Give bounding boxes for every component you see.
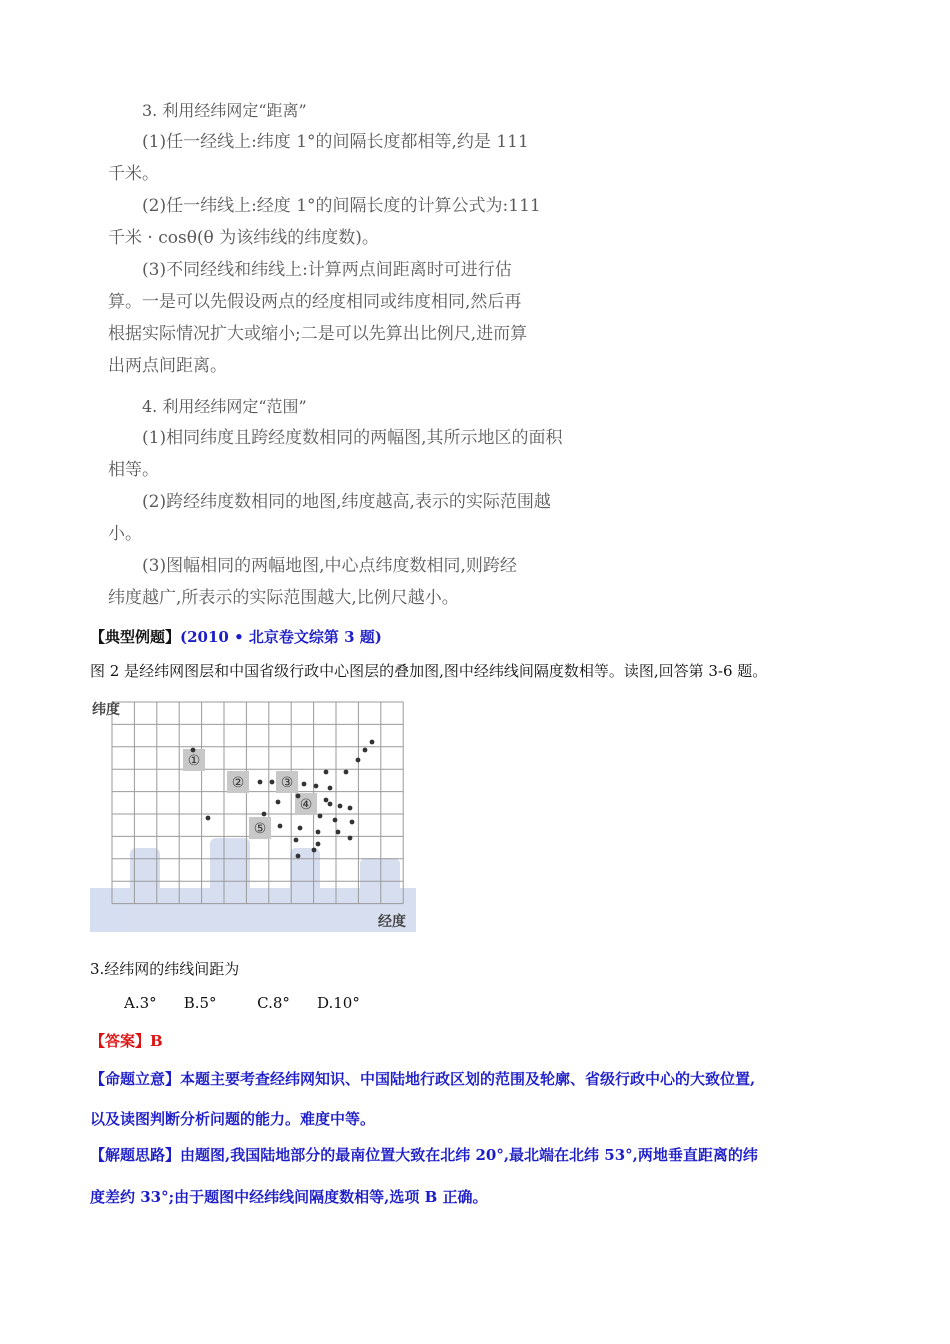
capital-dot [294,838,299,843]
latlon-grid-figure [90,698,416,932]
section-heading-range: 4. 利用经纬网定“范围” [142,397,307,416]
question-3-options: A.3° B.5° C.8° D.10° [124,994,360,1012]
marker-label: ① [187,753,201,769]
capital-dot [318,814,323,819]
capital-dot [324,770,329,775]
capital-dot [356,758,361,763]
capital-dot [270,780,275,785]
paragraph: 相等。 [108,460,159,480]
capital-dot [314,784,319,789]
capital-dot [276,800,281,805]
example-heading [90,626,382,647]
capital-dot [296,794,301,799]
example-source: (2010 • 北京卷文综第 3 题) [180,628,382,646]
example-intro: 图 2 是经纬网图层和中国省级行政中心图层的叠加图,图中经纬线间隔度数相等。读图,回答第 3-6 题。 [90,662,768,680]
intent-text: 本题主要考查经纬网知识、中国陆地行政区划的范围及轮廓、省级行政中心的大致位置, [180,1070,756,1088]
capital-dot [344,770,349,775]
capital-dot [191,748,196,753]
capital-dot [206,816,211,821]
answer-tag: 【答案】 [90,1032,151,1050]
marker-label: ④ [299,797,313,813]
paragraph: 千米 · cosθ(θ 为该纬线的纬度数)。 [108,228,379,248]
intent-text-cont: 以及读图判断分析问题的能力。难度中等。 [90,1110,376,1128]
capital-dot [336,830,341,835]
marker-label: ⑤ [253,821,267,837]
capital-dot [302,782,307,787]
paragraph: (2)任一纬线上:经度 1°的间隔长度的计算公式为:111 [142,196,541,216]
question-3: 3.经纬网的纬线间距为 [90,960,240,978]
marker-label: ② [231,775,245,791]
paragraph: (3)不同经线和纬线上:计算两点间距离时可进行估 [142,260,512,280]
paragraph: 算。一是可以先假设两点的经度相同或纬度相同,然后再 [108,292,522,312]
capital-dot [296,854,301,859]
paragraph: 纬度越广,所表示的实际范围越大,比例尺越小。 [108,588,459,608]
intent-line [90,1068,755,1089]
capital-dot [298,826,303,831]
marker-label: ③ [280,775,294,791]
solution-text: 由题图,我国陆地部分的最南位置大致在北纬 20°,最北端在北纬 53°,两地垂直距离的纬 [180,1146,758,1164]
paragraph: 出两点间距离。 [108,356,227,376]
section-heading-distance: 3. 利用经纬网定“距离” [142,101,307,120]
capital-dot [258,780,263,785]
capital-dot [338,804,343,809]
solution-tag: 【解题思路】 [90,1146,181,1164]
answer-line [90,1030,163,1051]
capital-dot [348,806,353,811]
capital-dot [370,740,375,745]
capital-dot [328,802,333,807]
capital-dot [324,798,329,803]
paragraph: 小。 [108,524,142,544]
capital-dot [312,848,317,853]
capital-dot [363,748,368,753]
capital-dot [348,836,353,841]
capital-dot [350,820,355,825]
answer-value: B [150,1032,163,1050]
paragraph: 根据实际情况扩大或缩小;二是可以先算出比例尺,进而算 [108,324,528,344]
capital-dot [316,842,321,847]
paragraph: 千米。 [108,164,159,184]
paragraph: (3)图幅相同的两幅地图,中心点纬度数相同,则跨经 [142,556,517,576]
paragraph: (1)任一经线上:纬度 1°的间隔长度都相等,约是 111 [142,132,529,152]
paragraph: (2)跨经纬度数相同的地图,纬度越高,表示的实际范围越 [142,492,551,512]
capital-dot [328,786,333,791]
y-axis-label: 纬度 [92,702,120,718]
textbook-scan [108,96,608,614]
solution-line [90,1144,758,1165]
capital-dot [262,812,267,817]
capital-dot [316,830,321,835]
x-axis-label: 经度 [378,914,406,930]
intent-tag: 【命题立意】 [90,1070,181,1088]
paragraph: (1)相同纬度且跨经度数相同的两幅图,其所示地区的面积 [142,428,563,448]
solution-text-cont: 度差约 33°;由于题图中经纬线间隔度数相等,选项 B 正确。 [90,1188,488,1206]
capital-dot [333,818,338,823]
example-tag: 【典型例题】 [90,628,181,646]
capital-dot [278,824,283,829]
